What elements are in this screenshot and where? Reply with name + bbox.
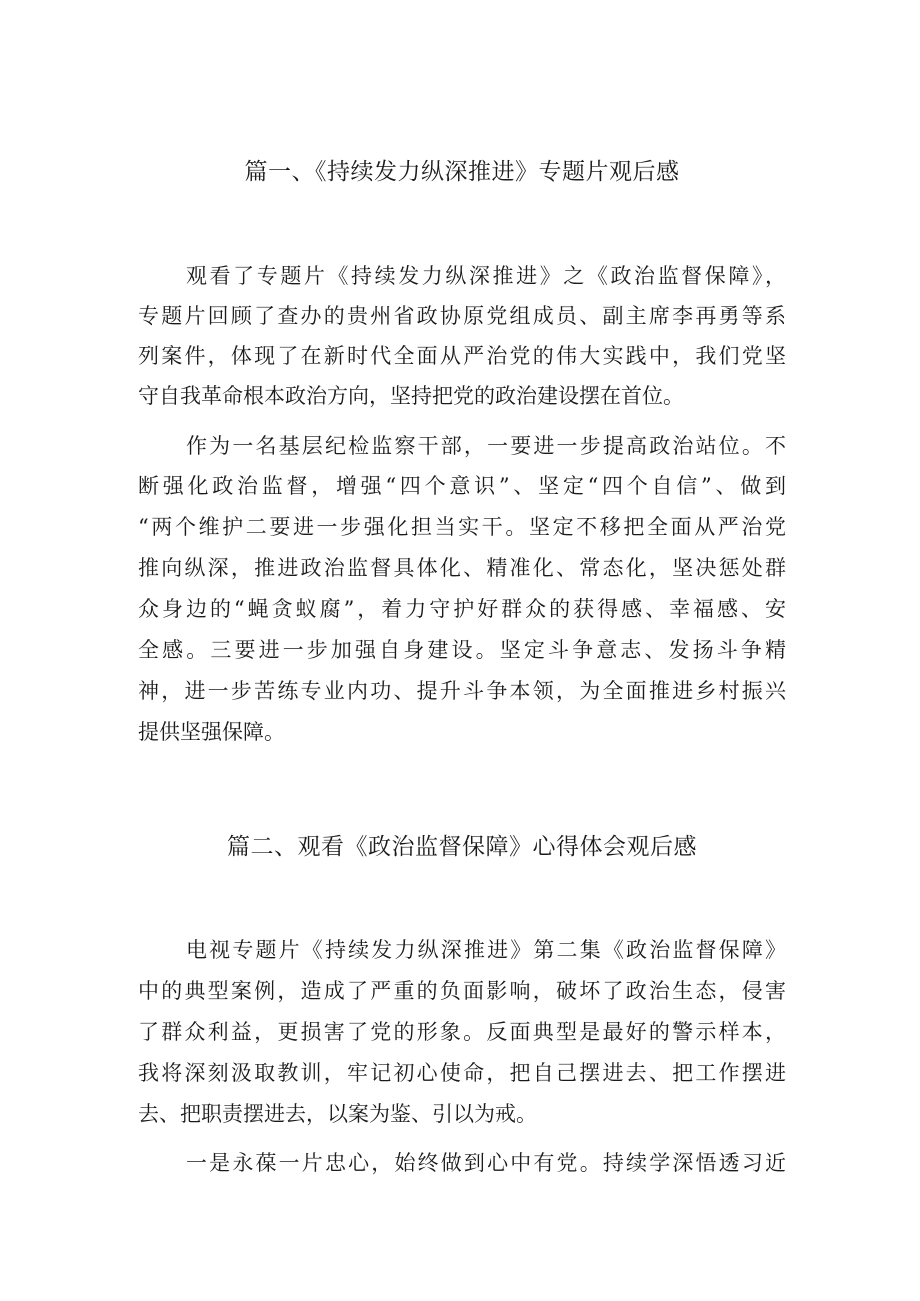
section-1-line: 神，进一步苦练专业内功、提升斗争本领，为全面推进乡村振兴 (138, 679, 786, 703)
section-1-line: “两个维护二要进一步强化担当实干。坚定不移把全面从严治党 (138, 515, 786, 539)
section-1-line: 提供坚强保障。 (138, 720, 285, 744)
section-2-heading: 篇二、观看《政治监督保障》心得体会观后感 (227, 834, 697, 860)
section-1-line: 作为一名基层纪检监察干部，一要进一步提高政治站位。不 (186, 434, 786, 458)
section-1-line: 断强化政治监督，增强“四个意识”、坚定“四个自信”、做到 (138, 474, 786, 498)
section-1-line: 专题片回顾了查办的贵州省政协原党组成员、副主席李再勇等系 (138, 304, 786, 328)
section-2-line: 我将深刻汲取教训，牢记初心使命，把自己摆进去、把工作摆进 (138, 1061, 786, 1085)
section-1-line: 列案件，体现了在新时代全面从严治党的伟大实践中，我们党坚 (138, 344, 786, 368)
section-1-line: 全感。三要进一步加强自身建设。坚定斗争意志、发扬斗争精 (138, 638, 786, 662)
section-2-line: 去、把职责摆进去，以案为鉴、引以为戒。 (138, 1102, 537, 1126)
section-1-line: 众身边的“蝇贪蚁腐”，着力守护好群众的获得感、幸福感、安 (138, 597, 786, 621)
section-1-line: 守自我革命根本政治方向，坚持把党的政治建设摆在首位。 (138, 384, 684, 408)
section-1-line: 观看了专题片《持续发力纵深推进》之《政治监督保障》， (186, 264, 786, 288)
section-2-line: 了群众利益，更损害了党的形象。反面典型是最好的警示样本， (138, 1020, 786, 1044)
section-1-heading: 篇一、《持续发力纵深推进》专题片观后感 (244, 159, 680, 185)
section-2-line: 中的典型案例，造成了严重的负面影响，破坏了政治生态，侵害 (138, 979, 786, 1003)
section-2-line: 一是永葆一片忠心，始终做到心中有党。持续学深悟透习近 (186, 1151, 786, 1175)
section-1-line: 推向纵深，推进政治监督具体化、精准化、常态化，坚决惩处群 (138, 556, 786, 580)
section-2-line: 电视专题片《持续发力纵深推进》第二集《政治监督保障》 (186, 938, 786, 962)
